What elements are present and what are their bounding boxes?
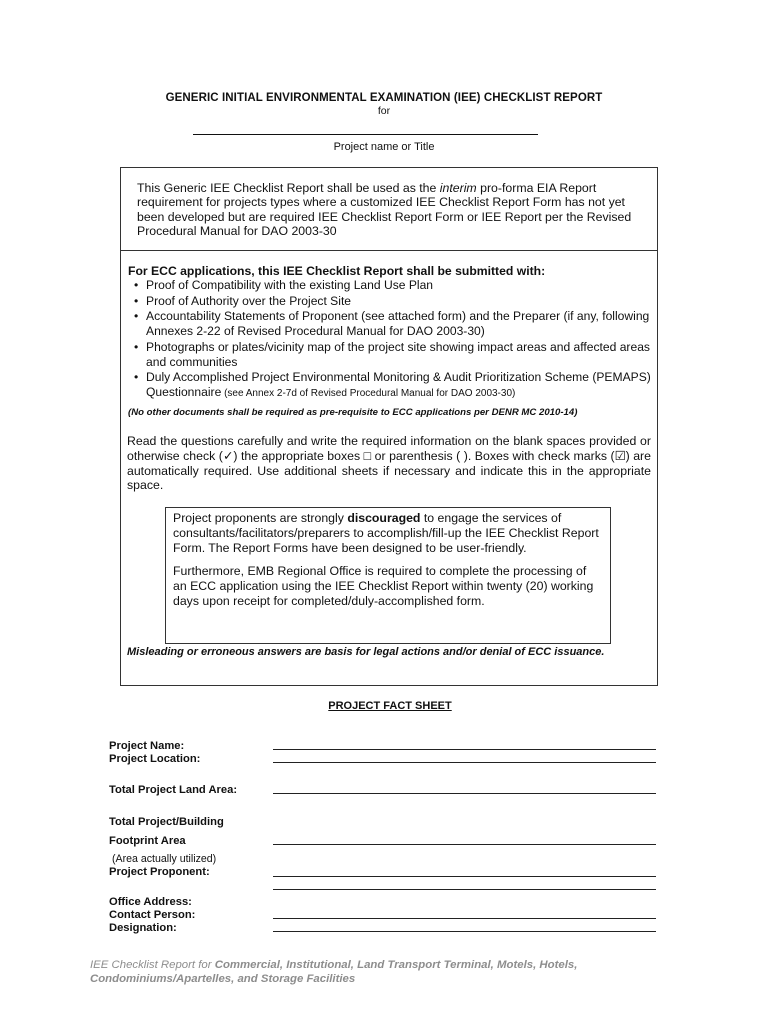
contact-person-field[interactable] [273, 918, 656, 919]
list-item-text: Accountability Statements of Proponent (see attached form) and the Preparer (if any, following Annexes 2-22 of Revised Procedural Manual for DAO 2003-30) [146, 309, 650, 338]
intro-italic-word: interim [439, 181, 477, 195]
building-label: Total Project/Building [109, 816, 224, 828]
for-label: for [377, 105, 391, 117]
ecc-requirements-heading: For ECC applications, this IEE Checklist Report shall be submitted with: [128, 264, 546, 278]
intro-text-start: This Generic IEE Checklist Report shall be used as the [137, 181, 440, 195]
notice-bold-word: discouraged [347, 511, 421, 525]
project-location-field[interactable] [273, 762, 656, 763]
office-address-label: Office Address: [109, 896, 192, 908]
proponent-field[interactable] [273, 876, 656, 877]
list-item [134, 370, 654, 401]
contact-person-label: Contact Person: [109, 909, 196, 921]
project-name-blank-line [193, 134, 538, 135]
fact-sheet-title: PROJECT FACT SHEET [328, 700, 452, 712]
bullet-icon: • [134, 339, 139, 354]
footer-prefix: IEE Checklist Report for [90, 959, 215, 971]
land-area-field[interactable] [273, 793, 656, 794]
notice-box [165, 507, 611, 644]
project-name-field[interactable] [273, 749, 656, 750]
list-item-text: Proof of Authority over the Project Site [146, 293, 352, 308]
ecc-requirements-list [134, 278, 654, 402]
designation-field[interactable] [273, 931, 656, 932]
proponent-field-line-2[interactable] [273, 889, 656, 890]
list-item [134, 340, 654, 370]
list-item-text: Photographs or plates/vicinity map of the project site showing impact areas and affected areas and communities [146, 339, 650, 369]
land-area-label: Total Project Land Area: [109, 784, 238, 796]
list-item-reference: (see Annex 2-7d of Revised Procedural Manual for DAO 2003-30) [221, 388, 516, 399]
instructions-paragraph: Read the questions carefully and write the required information on the blank spaces provided or otherwise check (✓) the appropriate boxes □ or parenthesis ( ). Boxes with check marks (☑) are automatically required. Use additional sheets if necessary and indicate this in the appropriate space. [127, 434, 651, 493]
notice-paragraph-2: Furthermore, EMB Regional Office is required to complete the processing of an ECC application using the IEE Checklist Report within twenty (20) working days upon receipt for completed/duly-accomplished form. [173, 564, 594, 608]
list-item-text: Proof of Compatibility with the existing Land Use Plan [146, 278, 434, 292]
list-item [134, 309, 654, 339]
footer-facility-types: Commercial, Institutional, Land Transport Terminal, Motels, Hotels, Condominiums/Apartelles, and Storage Facilities [90, 959, 578, 985]
page-footer [90, 958, 690, 986]
list-item [134, 294, 654, 309]
legal-warning: Misleading or erroneous answers are basis for legal actions and/or denial of ECC issuance. [127, 646, 605, 658]
project-location-label: Project Location: [109, 753, 201, 765]
notice-text-end: to engage the services of consultants/facilitators/preparers to accomplish/fill-up the IEE Checklist Report Form. The Report Forms have been designed to be user-friendly. [173, 511, 599, 555]
designation-label: Designation: [109, 922, 177, 934]
intro-panel [121, 168, 657, 251]
footprint-field[interactable] [273, 844, 656, 845]
bullet-icon: • [134, 293, 139, 308]
project-name-label: Project Name: [109, 740, 185, 752]
notice-paragraph-1 [173, 511, 603, 555]
bullet-icon: • [134, 309, 139, 323]
footprint-label: Footprint Area [109, 835, 186, 847]
list-item-text: Duly Accomplished Project Environmental Monitoring & Audit Prioritization Scheme (PEMAPS) Questionnaire [146, 370, 651, 399]
notice-text-start: Project proponents are strongly [173, 511, 348, 525]
project-name-caption: Project name or Title [333, 141, 435, 153]
bullet-icon: • [134, 370, 139, 384]
prerequisite-note: (No other documents shall be required as pre-requisite to ECC applications per DENR MC 2010-14) [128, 407, 578, 418]
proponent-label: Project Proponent: [109, 866, 210, 878]
list-item [134, 278, 654, 293]
document-title: GENERIC INITIAL ENVIRONMENTAL EXAMINATION (IEE) CHECKLIST REPORT [165, 92, 603, 104]
area-note: (Area actually utilized) [112, 853, 217, 865]
intro-text-end: pro-forma EIA Report requirement for projects types where a customized IEE Checklist Report Form has not yet been developed but are required IEE Checklist Report Form or IEE Report per the Revised Procedural Manual for DAO 2003-30 [137, 181, 632, 239]
bullet-icon: • [134, 278, 139, 292]
